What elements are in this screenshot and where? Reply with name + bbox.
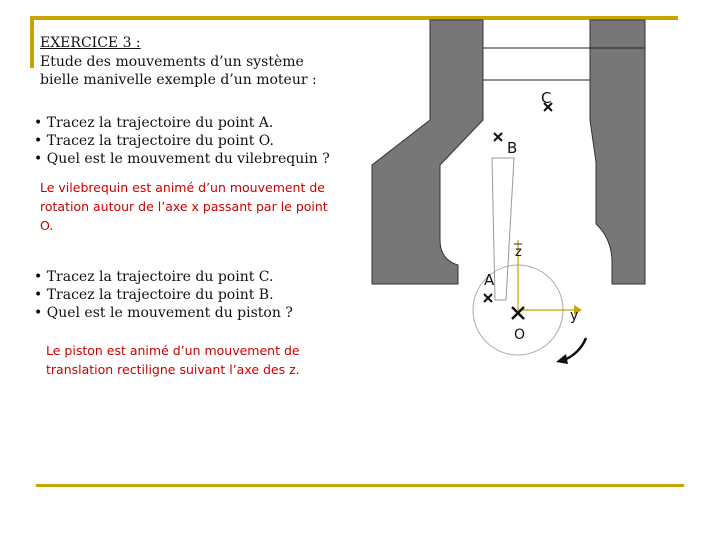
exercise-title: EXERCICE 3 : xyxy=(40,35,141,51)
piston-answer: Le piston est animé d’un mouvement de translation rectiligne suivant l’axe des z. xyxy=(46,343,300,377)
label-point-b: B xyxy=(507,139,518,157)
question-item: • Quel est le mouvement du piston ? xyxy=(34,304,293,322)
exercise-intro: Etude des mouvements d’un système bielle manivelle exemple d’un moteur : xyxy=(40,54,317,88)
question-item: • Quel est le mouvement du vilebrequin ? xyxy=(34,150,330,168)
label-axis-y: y xyxy=(570,308,579,324)
point-b-marker xyxy=(494,133,502,141)
crank-answer: Le vilebrequin est animé d’un mouvement de rotation autour de l’axe x passant par le point O. xyxy=(40,180,328,233)
point-a-marker xyxy=(484,294,492,302)
engine-block-left xyxy=(372,20,483,284)
label-point-c: C xyxy=(541,89,552,107)
label-axis-z: z xyxy=(515,245,522,260)
question-item: • Tracez la trajectoire du point O. xyxy=(34,132,330,150)
engine-block-right xyxy=(590,20,645,284)
rotation-arrow xyxy=(564,338,586,360)
label-point-a: A xyxy=(484,271,495,289)
rotation-arrowhead xyxy=(556,354,568,364)
label-point-o: O xyxy=(514,327,526,343)
question-item: • Tracez la trajectoire du point C. xyxy=(34,268,293,286)
question-item: • Tracez la trajectoire du point B. xyxy=(34,286,293,304)
connecting-rod xyxy=(492,158,514,300)
question-item: • Tracez la trajectoire du point A. xyxy=(34,114,330,132)
